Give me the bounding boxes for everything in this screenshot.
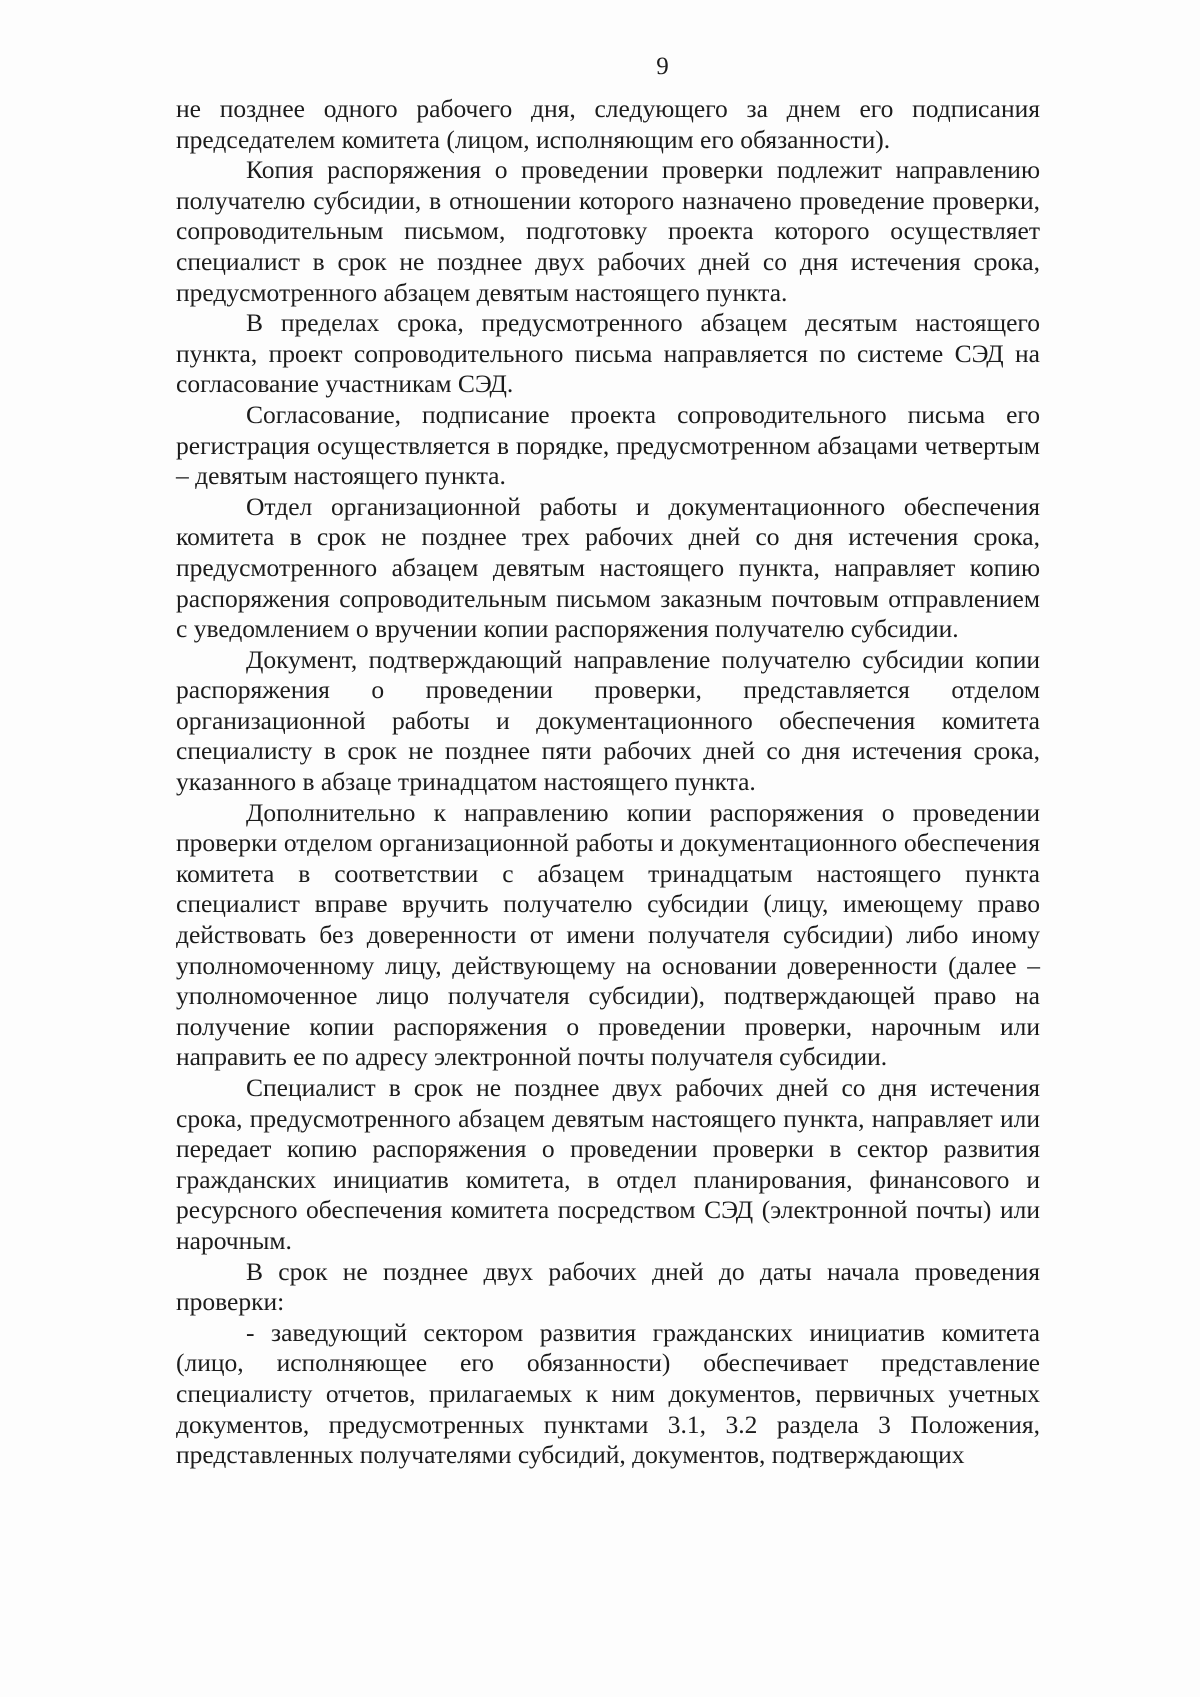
paragraph: Документ, подтверждающий направление получателю субсидии копии распоряжения о проведении проверки, представляется отделом организационной работы и документационного обеспечения комитета специалисту в срок не позднее пяти рабочих дней со дня истечения срока, указанного в абзаце тринадцатом настоящего пункта. (176, 644, 1040, 797)
paragraph: Копия распоряжения о проведении проверки подлежит направлению получателю субсидии, в отношении которого назначено проведение проверки, сопроводительным письмом, подготовку проекта которого осуществляет специалист в срок не позднее двух рабочих дней со дня истечения срока, предусмотренного абзацем девятым настоящего пункта. (176, 155, 1040, 307)
paragraph: Дополнительно к направлению копии распоряжения о проведении проверки отделом организационной работы и документационного обеспечения комитета в соответствии с абзацем тринадцатым настоящего пункта специалист вправе вручить получателю субсидии (лицу, имеющему право действовать без доверенности от имени получателя субсидии) либо иному уполномоченному лицу, действующему на основании доверенности (далее – уполномоченное лицо получателя субсидии), подтверждающей право на получение копии распоряжения о проведении проверки, нарочным или направить ее по адресу электронной почты получателя субсидии. (176, 797, 1040, 1072)
paragraph: не позднее одного рабочего дня, следующего за днем его подписания председателем комитета (лицом, исполняющим его обязанности). (176, 94, 1040, 154)
document-body (176, 94, 1040, 1471)
paragraph: В срок не позднее двух рабочих дней до даты начала проведения проверки: (176, 1256, 1040, 1317)
paragraph: Специалист в срок не позднее двух рабочих дней со дня истечения срока, предусмотренного абзацем девятым настоящего пункта, направляет или передает копию распоряжения о проведении проверки в сектор развития гражданских инициатив комитета, в отдел планирования, финансового и ресурсного обеспечения комитета посредством СЭД (электронной почты) или нарочным. (176, 1073, 1040, 1255)
page-number: 9 (656, 53, 669, 80)
paragraph: - заведующий сектором развития гражданских инициатив комитета (лицо, исполняющее его обязанности) обеспечивает представление специалисту отчетов, прилагаемых к ним документов, первичных учетных документов, предусмотренных пунктами 3.1, 3.2 раздела 3 Положения, представленных получателями субсидий, документов, подтверждающих (176, 1317, 1040, 1470)
paragraph: Отдел организационной работы и документационного обеспечения комитета в срок не позднее трех рабочих дней со дня истечения срока, предусмотренного абзацем девятым настоящего пункта, направляет копию распоряжения сопроводительным письмом заказным почтовым отправлением с уведомлением о вручении копии распоряжения получателю субсидии. (176, 491, 1040, 644)
paragraph: В пределах срока, предусмотренного абзацем десятым настоящего пункта, проект сопроводительного письма направляется по системе СЭД на согласование участникам СЭД. (176, 308, 1040, 399)
paragraph: Согласование, подписание проекта сопроводительного письма его регистрация осуществляется в порядке, предусмотренном абзацами четвертым – девятым настоящего пункта. (176, 399, 1040, 491)
